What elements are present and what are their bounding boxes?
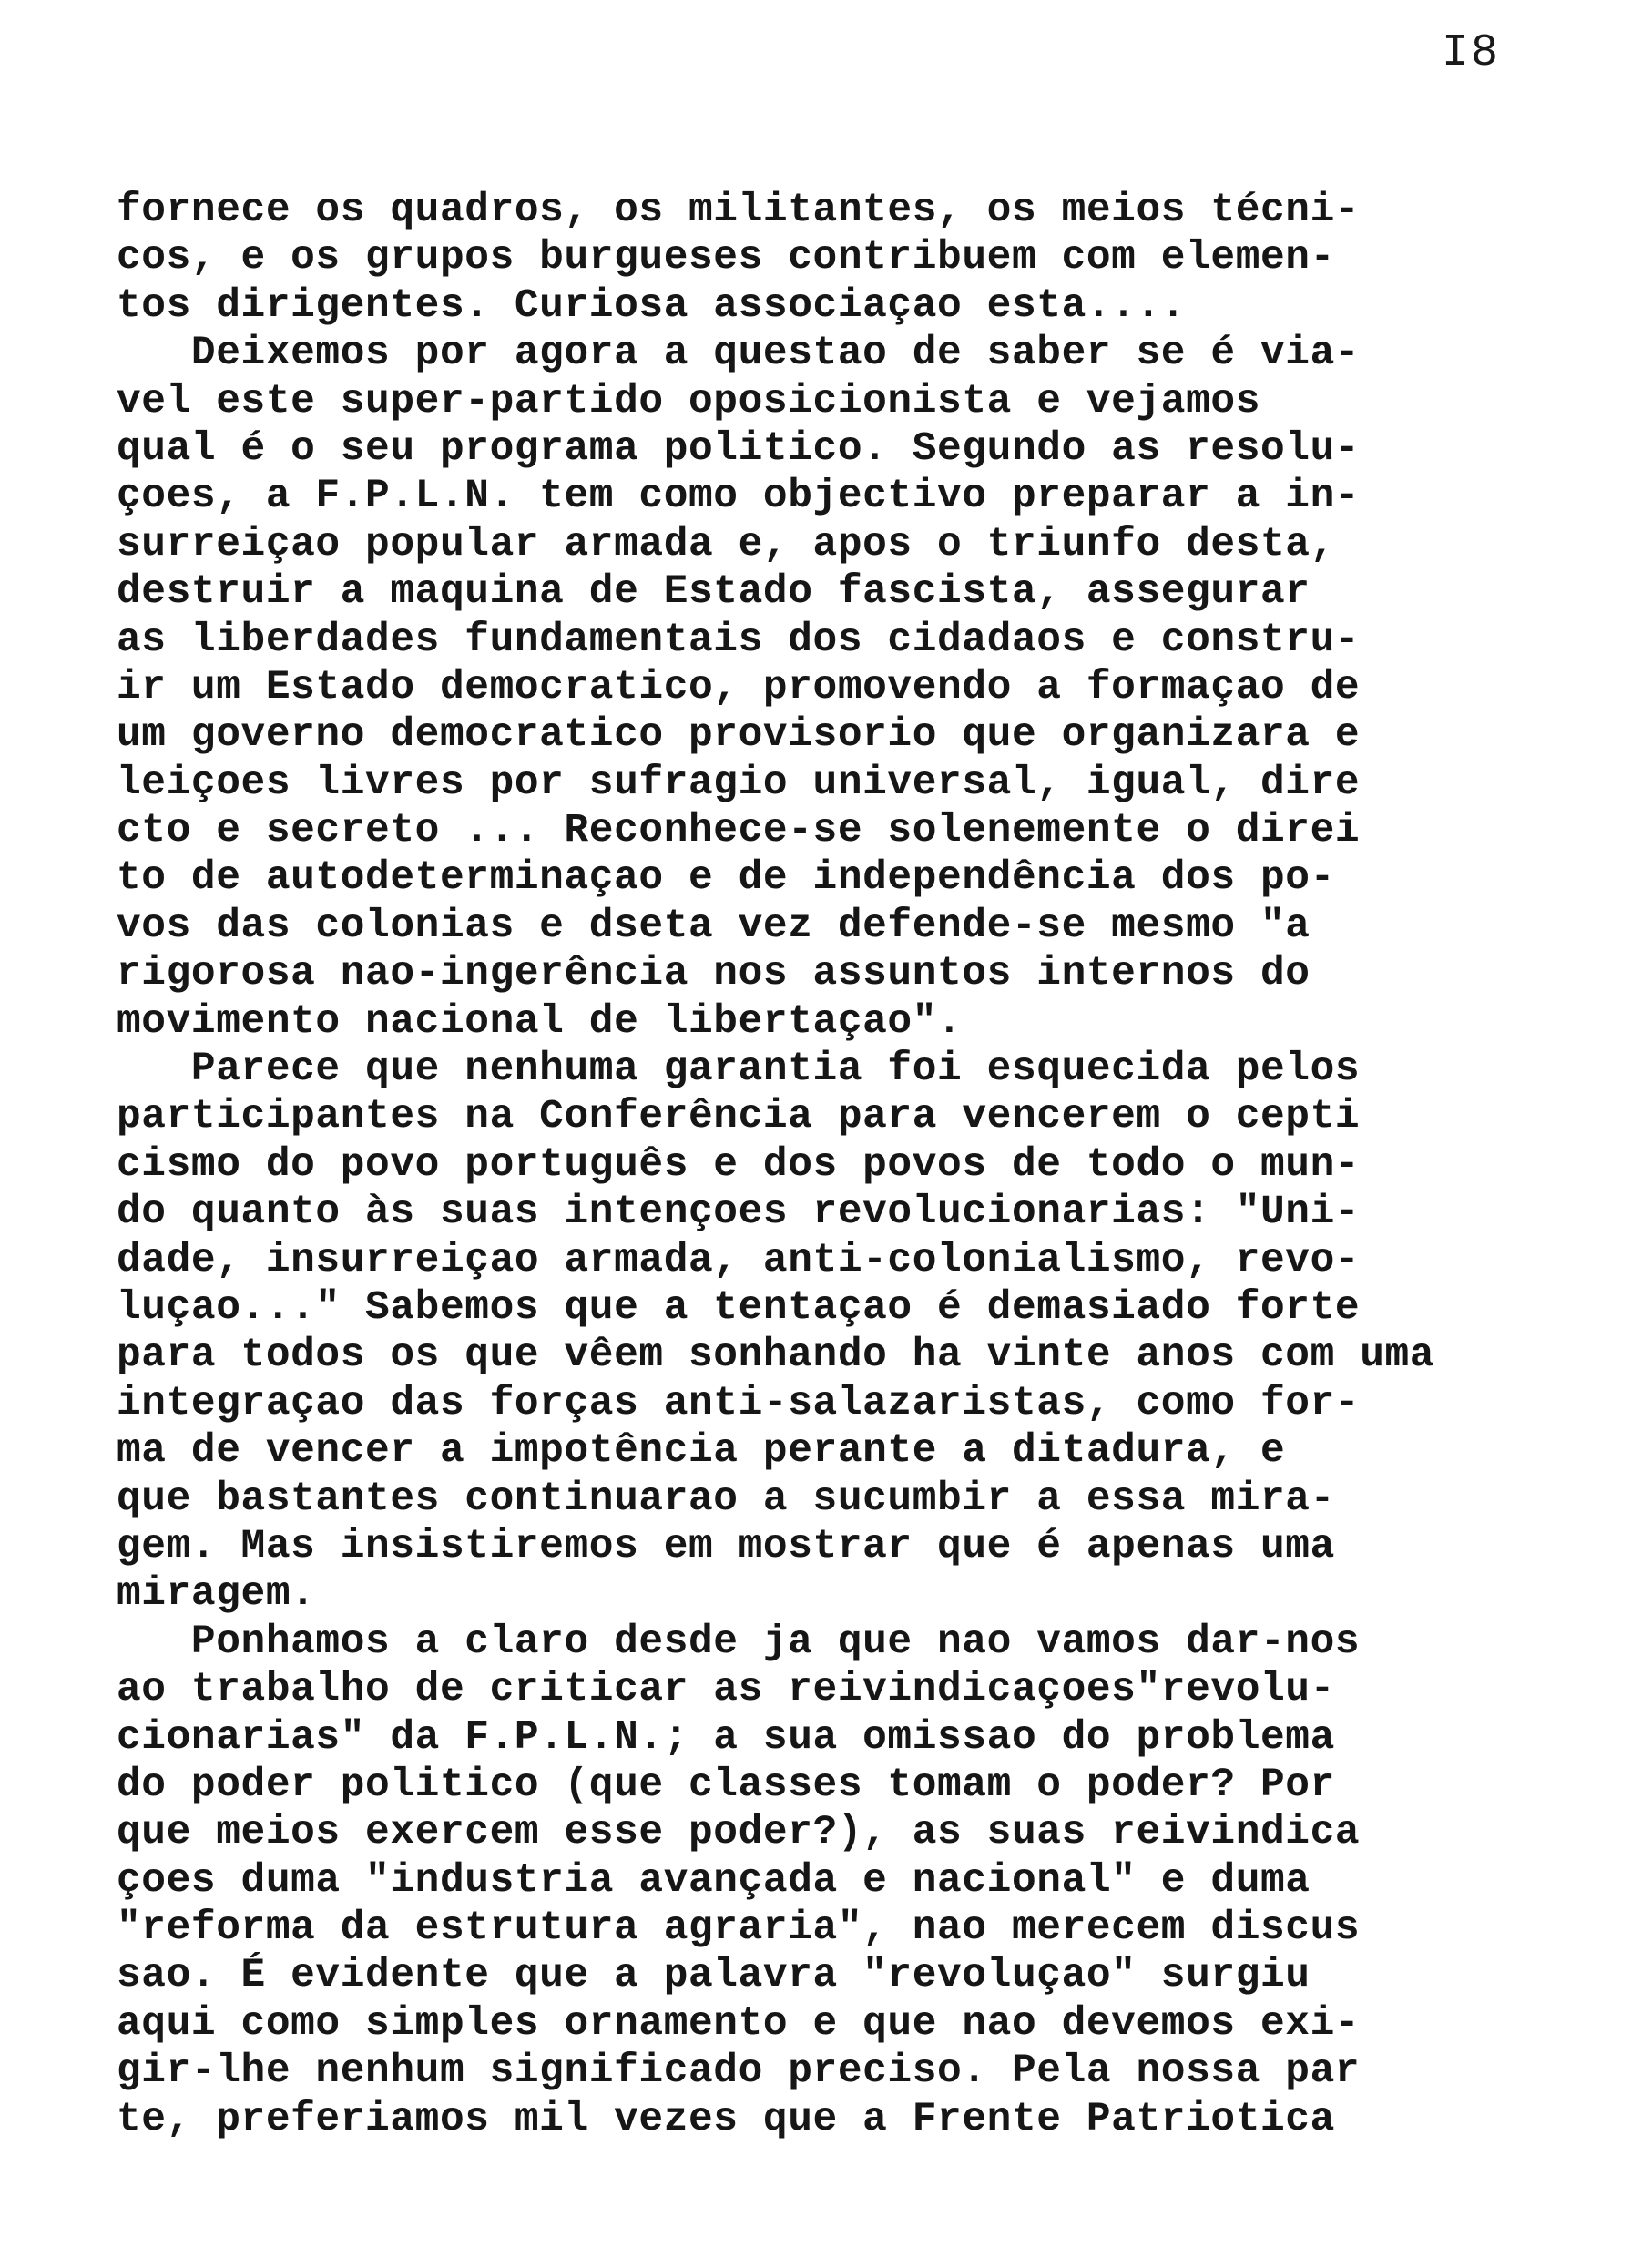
text-line: que meios exercem esse poder?), as suas reivindica	[117, 1810, 1361, 1856]
text-line: çoes, a F.P.L.N. tem como objectivo preparar a in-	[117, 474, 1361, 520]
text-line: to de autodeterminaçao e de independência dos po-	[117, 855, 1335, 902]
text-line: cismo do povo português e dos povos de todo o mun-	[117, 1141, 1361, 1188]
text-line: qual é o seu programa politico. Segundo as resolu-	[117, 425, 1361, 472]
text-line: ir um Estado democratico, promovendo a formaçao de	[117, 664, 1361, 710]
text-line: "reforma da estrutura agraria", nao merecem discus	[117, 1905, 1361, 1952]
text-line: luçao..." Sabemos que a tentaçao é demasiado forte	[117, 1284, 1361, 1331]
text-line: do poder politico (que classes tomam o poder? Por	[117, 1762, 1335, 1808]
text-line: fornece os quadros, os militantes, os meios técni-	[117, 188, 1361, 233]
text-line: te, preferiamos mil vezes que a Frente Patriotica	[117, 2096, 1335, 2142]
text-line: para todos os que vêem sonhando ha vinte anos com uma	[117, 1333, 1435, 1379]
text-line: integraçao das forças anti-salazaristas, como for-	[117, 1380, 1361, 1426]
text-line: movimento nacional de libertaçao".	[117, 998, 963, 1045]
text-line: participantes na Conferência para vencerem o cepti	[117, 1094, 1361, 1140]
text-line: dade, insurreiçao armada, anti-colonialismo, revo-	[117, 1237, 1361, 1283]
text-line: do quanto às suas intençoes revolucionarias: "Uni-	[117, 1190, 1361, 1236]
text-line: ma de vencer a impotência perante a ditadura, e	[117, 1428, 1286, 1475]
text-line: Parece que nenhuma garantia foi esquecida pelos	[117, 1047, 1361, 1093]
text-line: Deixemos por agora a questao de saber se é via-	[117, 331, 1361, 377]
text-line: çoes duma "industria avançada e nacional" e duma	[117, 1857, 1311, 1904]
text-line: miragem.	[117, 1571, 316, 1618]
text-line: destruir a maquina de Estado fascista, assegurar	[117, 569, 1311, 616]
text-line: Ponhamos a claro desde ja que nao vamos dar-nos	[117, 1619, 1361, 1665]
text-line: tos dirigentes. Curiosa associaçao esta....	[117, 282, 1187, 329]
text-line: sao. É evidente que a palavra "revoluçao" surgiu	[117, 1953, 1311, 1999]
text-line: cionarias" da F.P.L.N.; a sua omissao do problema	[117, 1714, 1335, 1761]
text-line: gem. Mas insistiremos em mostrar que é apenas uma	[117, 1523, 1335, 1569]
body-text	[117, 187, 1537, 2143]
text-line: um governo democratico provisorio que organizara e	[117, 712, 1361, 759]
text-line: aqui como simples ornamento e que nao devemos exi-	[117, 2000, 1361, 2047]
text-line: que bastantes continuarao a sucumbir a essa mira-	[117, 1476, 1335, 1522]
text-line: gir-lhe nenhum significado preciso. Pela nossa par	[117, 2048, 1361, 2095]
text-line: vos das colonias e dseta vez defende-se mesmo "a	[117, 903, 1311, 949]
text-line: vel este super-partido oposicionista e vejamos	[117, 378, 1260, 424]
text-line: as liberdades fundamentais dos cidadaos e constru-	[117, 617, 1361, 663]
text-line: cos, e os grupos burgueses contribuem com elemen-	[117, 235, 1335, 281]
text-line: rigorosa nao-ingerência nos assuntos internos do	[117, 951, 1311, 997]
text-line: leiçoes livres por sufragio universal, igual, dire	[117, 760, 1361, 806]
page-number: I8	[1441, 27, 1500, 79]
text-line: surreiçao popular armada e, apos o triunfo desta,	[117, 521, 1335, 567]
text-line: cto e secreto ... Reconhece-se solenemente o direi	[117, 808, 1361, 854]
text-line: ao trabalho de criticar as reivindicaçoes"revolu-	[117, 1667, 1335, 1713]
